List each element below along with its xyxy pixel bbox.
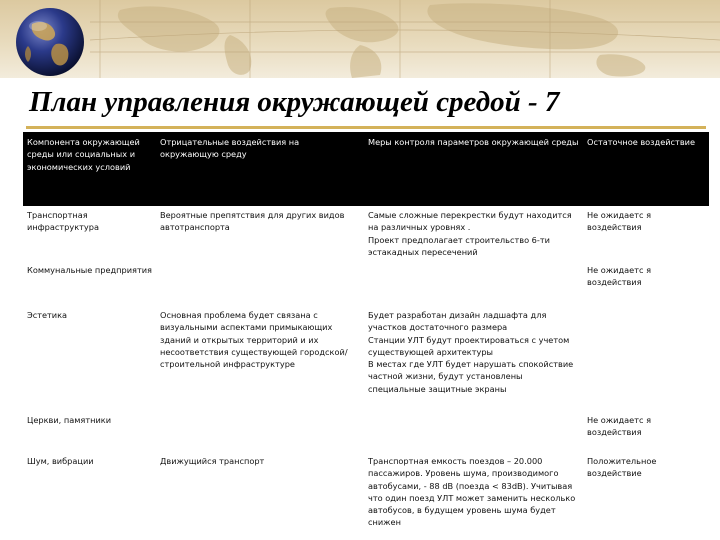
cell-text: Положительное воздействие (587, 456, 657, 479)
cell-text: Коммунальные предприятия (27, 265, 152, 275)
world-map-graphic (0, 0, 720, 78)
table-row (23, 411, 709, 452)
cell-component (23, 452, 156, 531)
cell-text: Транспортная инфраструктура (27, 210, 99, 233)
cell-impact (156, 411, 364, 452)
world-map-banner (0, 0, 720, 78)
header-negative-impact: Отрицательные воздействия на окружающую среду (160, 137, 300, 160)
table-row (23, 206, 709, 261)
cell-text: Вероятные препятствия для других видов автотранспорта (160, 210, 345, 233)
cell-measures (364, 411, 583, 452)
cell-text: Самые сложные перекрестки будут находится на различных уровнях . Проект предполагает строительство 6-ти эстакадных пересечений (368, 210, 572, 257)
slide-title: План управления окружающей средой - 7 (29, 86, 560, 118)
title-divider (26, 126, 706, 129)
cell-component (23, 206, 156, 261)
globe-icon (10, 4, 90, 78)
cell-component (23, 411, 156, 452)
cell-component (23, 306, 156, 411)
table-row (23, 261, 709, 306)
cell-text: Транспортная емкость поездов – 20.000 пассажиров. Уровень шума, производимого автобусами, - 88 dB (поезда < 83dB). Учитывая что один поезд УЛТ может заменить несколько автобусов, в будущем уровень шума будет снижен (368, 456, 576, 528)
cell-text: Эстетика (27, 310, 68, 320)
cell-text: Не ожидаетс я воздействия (587, 265, 652, 288)
cell-impact (156, 206, 364, 261)
cell-text: Не ожидаетс я воздействия (587, 210, 652, 233)
cell-text: Шум, вибрации (27, 456, 94, 466)
cell-residual (583, 411, 709, 452)
header-control-measures: Меры контроля параметров окружающей среды (368, 137, 579, 147)
cell-impact (156, 306, 364, 411)
cell-component (23, 261, 156, 306)
environmental-plan-table (23, 132, 709, 531)
cell-measures (364, 261, 583, 306)
cell-measures (364, 206, 583, 261)
header-component: Компонента окружающей среды или социальных и экономических условий (27, 137, 140, 172)
cell-text: Церкви, памятники (27, 415, 112, 425)
cell-residual (583, 206, 709, 261)
cell-text: Не ожидаетс я воздействия (587, 415, 652, 438)
table-row (23, 306, 709, 411)
cell-text: Основная проблема будет связана с визуальными аспектами примыкающих зданий и открытых территорий и их несоответствия существующей городской/строительной инфраструктуре (160, 310, 348, 370)
cell-residual (583, 261, 709, 306)
table-header (23, 132, 709, 206)
cell-text: Будет разработан дизайн ладшафта для участков достаточного размера Станции УЛТ будут проектироваться с учетом существующей архитектуры В местах где УЛТ будет нарушать спокойствие частной жизни, будут установлены специальные защитные экраны (368, 310, 574, 394)
header-residual-impact: Остаточное воздействие (587, 137, 696, 147)
cell-residual (583, 452, 709, 531)
cell-impact (156, 452, 364, 531)
header-row (23, 132, 709, 206)
cell-text: Движущийся транспорт (160, 456, 265, 466)
cell-measures (364, 452, 583, 531)
cell-residual (583, 306, 709, 411)
cell-measures (364, 306, 583, 411)
cell-impact (156, 261, 364, 306)
table-body (23, 206, 709, 531)
table-row (23, 452, 709, 531)
